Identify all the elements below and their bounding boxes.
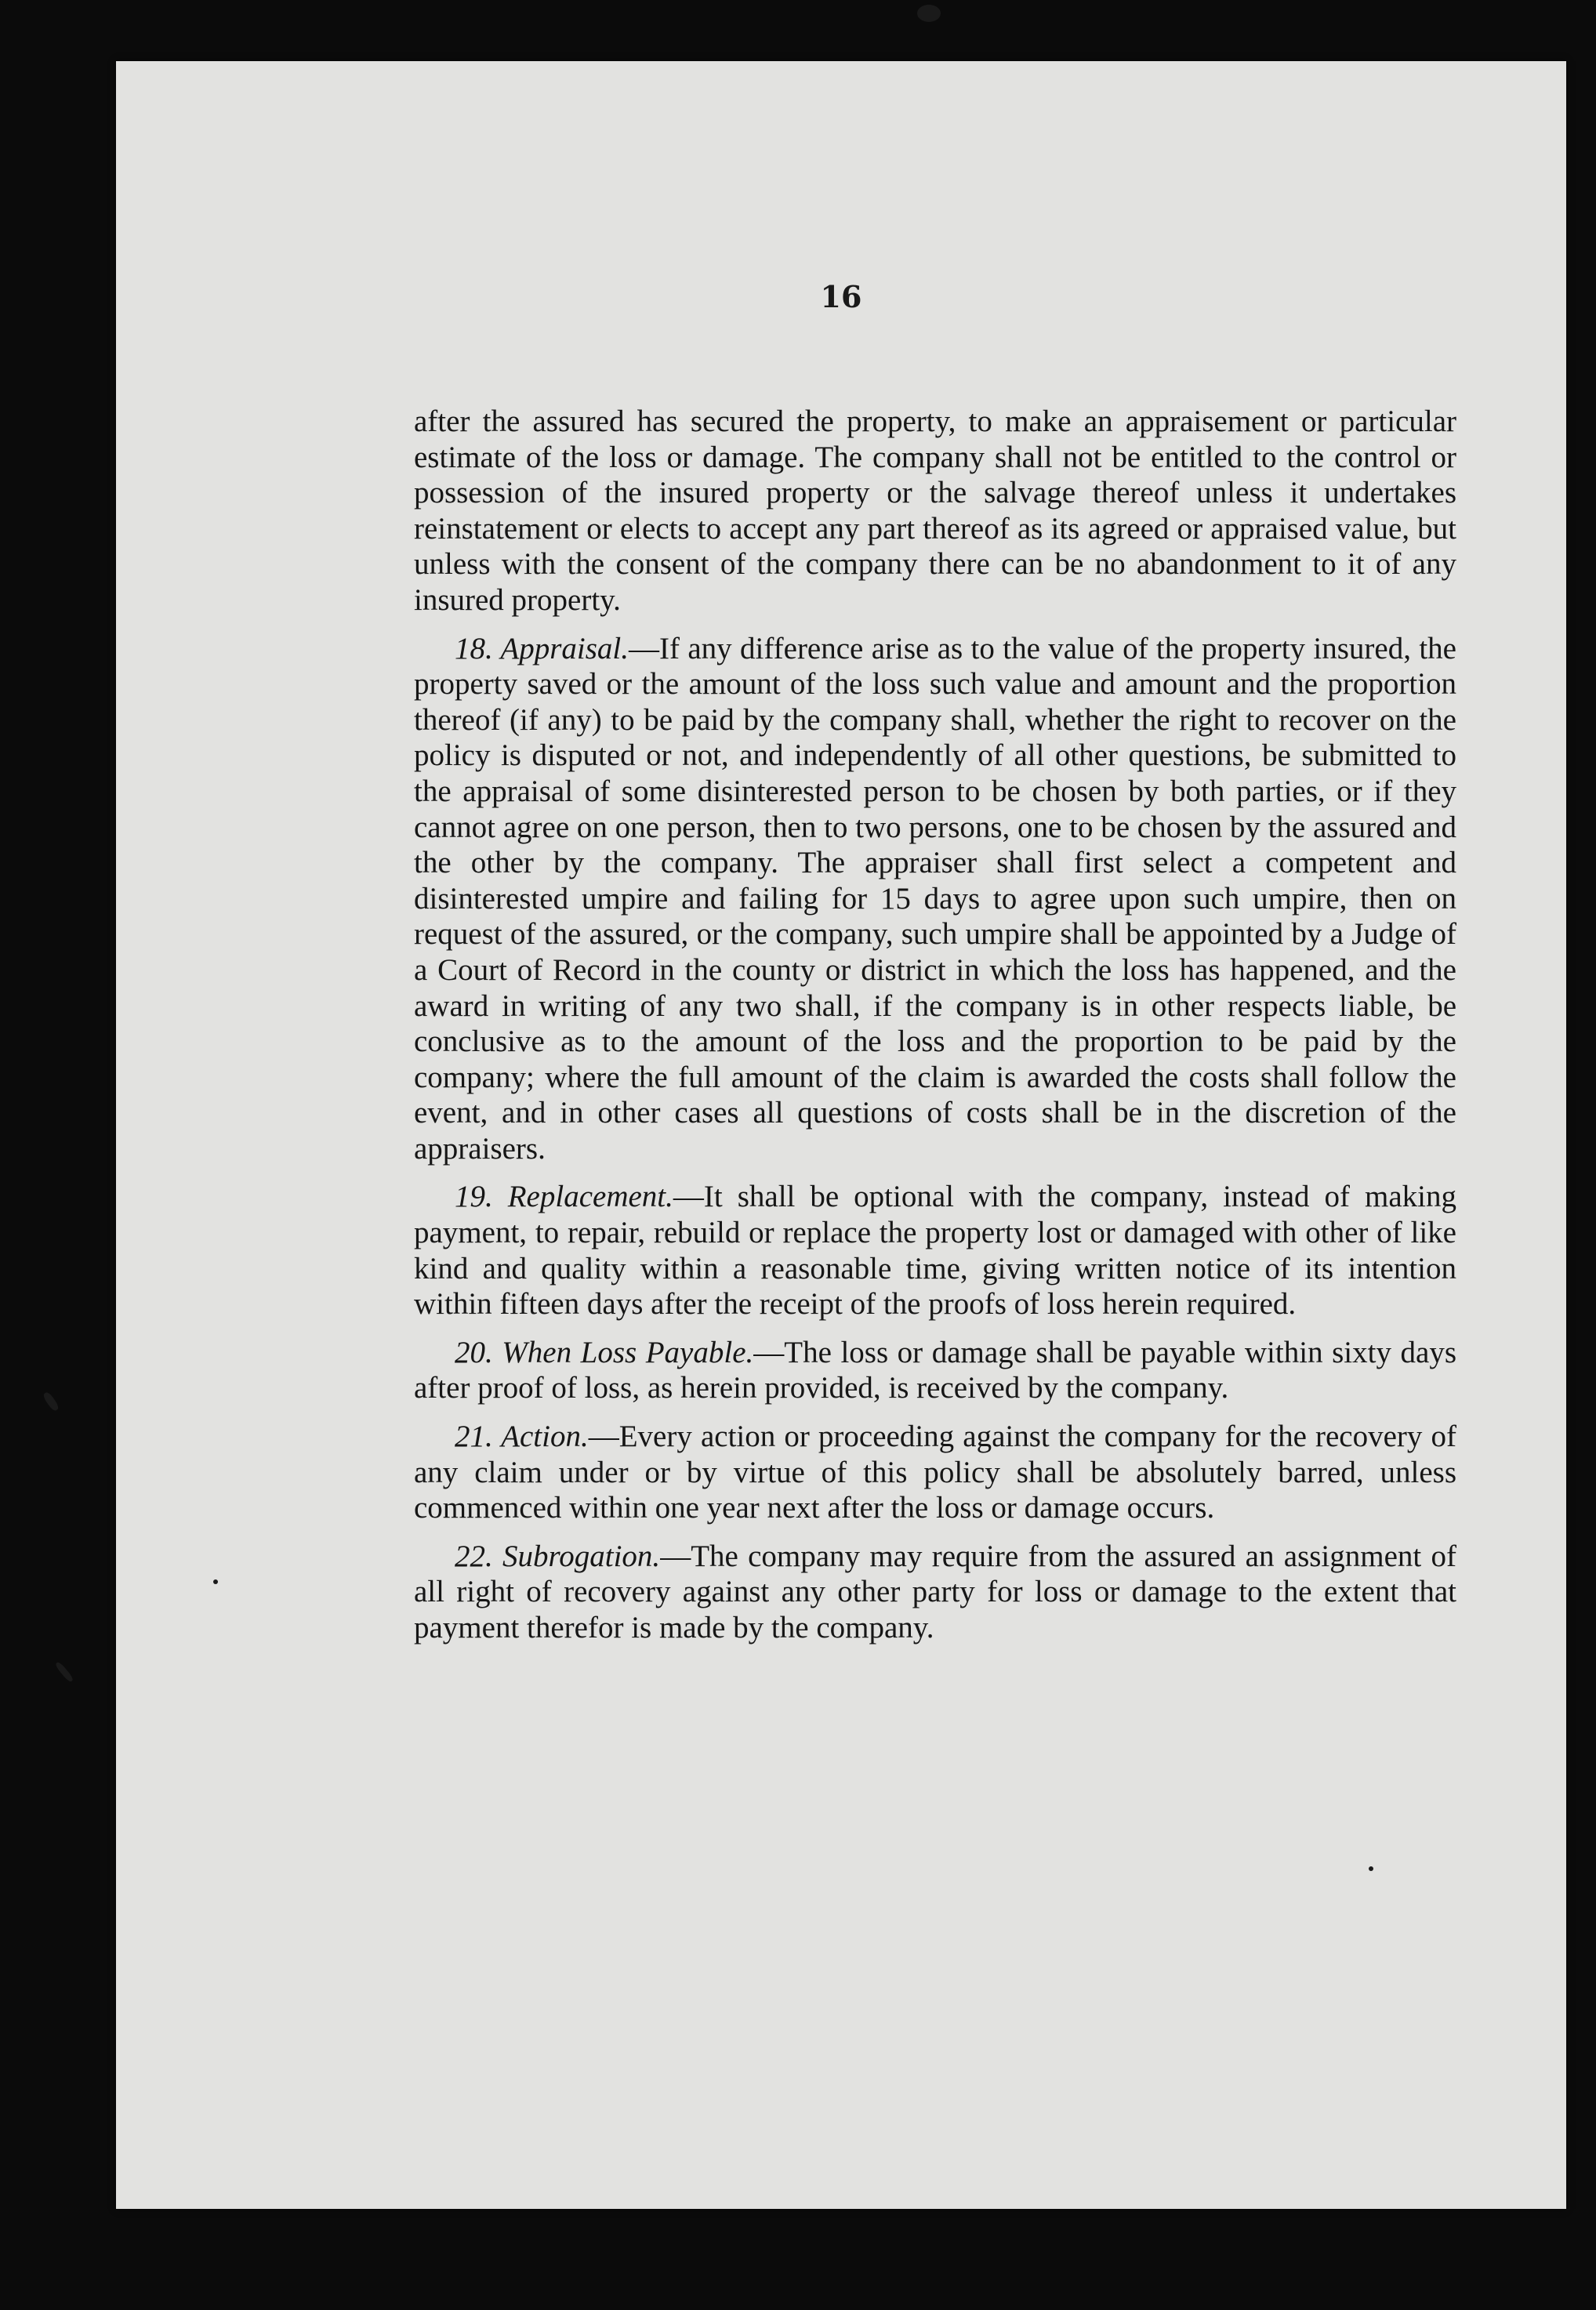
scan-speck — [54, 1661, 74, 1683]
page-number: 16 — [820, 279, 862, 314]
paragraph-heading: 20. When Loss Payable. — [455, 1335, 754, 1369]
paragraph-text: —Every action or proceeding against the company for the recovery of any claim under or by virtue of this policy shall be absolutely barred, unless commenced within one year next after the loss or damage occurs. — [414, 1420, 1457, 1525]
document-page — [116, 61, 1566, 2209]
paragraph-continuation — [414, 404, 1456, 618]
scan-speck — [213, 1579, 218, 1584]
paragraph-action — [414, 1419, 1456, 1526]
paragraph-heading: 18. Appraisal. — [455, 631, 629, 665]
paragraph-text: —If any difference arise as to the value of the property insured, the property saved or the amount of the loss such value and amount and the proportion thereof (if any) to be paid by the company shall, whether the right to recover on the policy is disputed or not, and independently of all other questions, be submitted to the appraisal of some disinterested person to be chosen by both parties, or if they cannot agree on one person, then to two persons, one to be chosen by the assured and the other by the company. The appraiser shall first select a competent and disinterested umpire and failing for 15 days to agree upon such umpire, then on request of the assured, or the company, such umpire shall be appointed by a Judge of a Court of Record in the county or district in which the loss has happened, and the award in writing of any two shall, if the company is in other respects liable, be conclusive as to the amount of the loss and the proportion to be paid by the company; where the full amount of the claim is awarded the costs shall follow the event, and in other cases all questions of costs shall be in the discretion of the appraisers. — [414, 631, 1456, 1166]
paragraph-text: —The company may require from the assured an assignment of all right of recovery against any other party for loss or damage to the extent that payment therefor is made by the company. — [414, 1539, 1456, 1645]
scan-speck — [42, 1391, 60, 1412]
paragraph-text: —The loss or damage shall be payable within sixty days after proof of loss, as herein provided, is received by the company. — [414, 1335, 1456, 1405]
page-body — [414, 404, 1456, 1659]
paragraph-heading: 22. Subrogation. — [455, 1539, 661, 1573]
scan-speck — [1369, 1866, 1373, 1871]
paragraph-heading: 19. Replacement. — [455, 1180, 673, 1214]
paragraph-text: —It shall be optional with the company, instead of making payment, to repair, rebuild or replace the property lost or damaged with other of like kind and quality within a reasonable time, giving written notice of its intention within fifteen days after the receipt of the proofs of loss herein required. — [414, 1180, 1456, 1322]
paragraph-appraisal — [414, 631, 1456, 1167]
paragraph-when-loss-payable — [414, 1335, 1456, 1406]
paragraph-replacement — [414, 1179, 1456, 1322]
paragraph-heading: 21. Action. — [455, 1420, 589, 1454]
paragraph-subrogation — [414, 1539, 1456, 1646]
scan-speck — [917, 5, 941, 22]
paragraph-text: after the assured has secured the property, to make an appraisement or particular estimate of the loss or damage. The company shall not be entitled to the control or possession of the insured property or the salvage thereof unless it undertakes reinstatement or elects to accept any part thereof as its agreed or appraised value, but unless with the consent of the company there can be no abandonment to it of any insured property. — [414, 404, 1456, 617]
